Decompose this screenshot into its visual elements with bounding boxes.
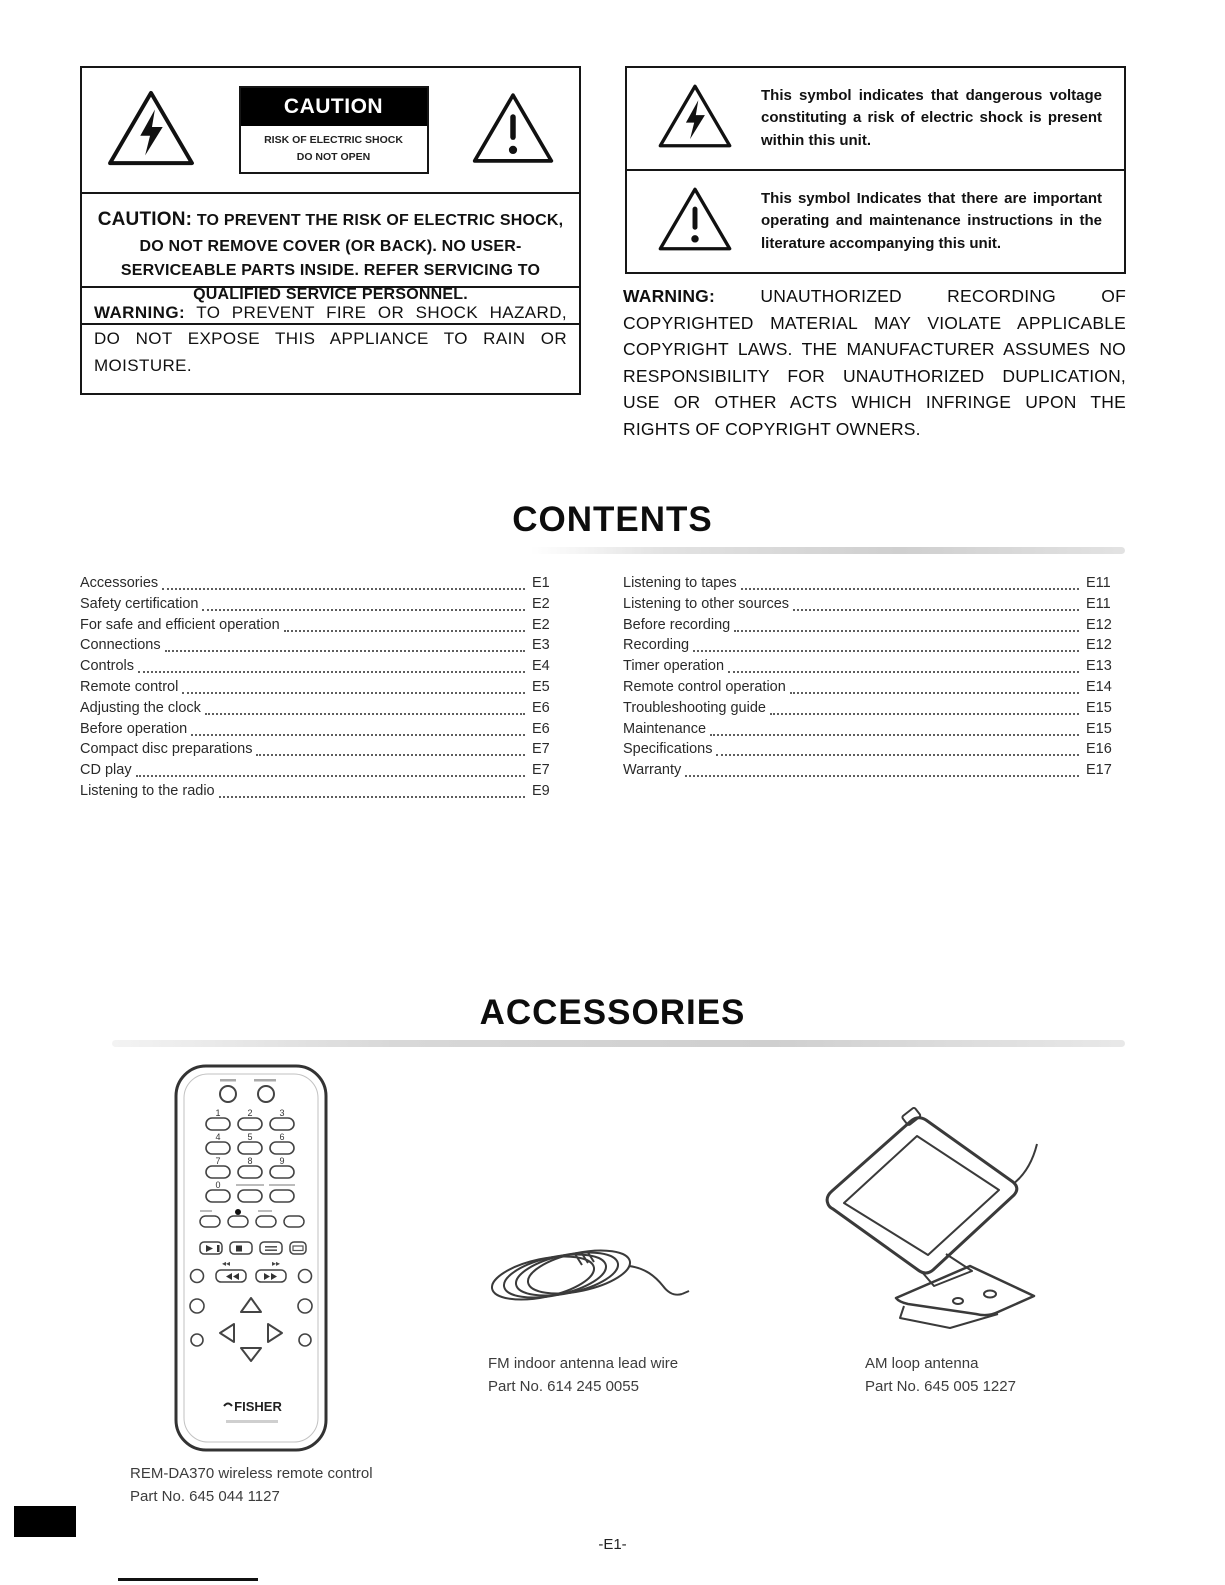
svg-text:5: 5 [247,1132,253,1142]
svg-text:6: 6 [279,1132,285,1142]
svg-text:◂◂: ◂◂ [221,1259,231,1268]
toc-dot-leader [728,656,1079,673]
symbol-voltage-text: This symbol indicates that dangerous voltage constituting a risk of electric shock is present within this unit. [761,86,1102,149]
toc-entry [623,594,1126,615]
toc-entry-page: E2 [532,616,550,633]
copyright-warning-body: UNAUTHORIZED RECORDING OF COPYRIGHTED MATERIAL MAY VIOLATE APPLICABLE COPYRIGHT LAWS. THE MANUFACTURER ASSUMES NO RESPONSIBILITY FOR UNAUTHORIZED DUPLICATION, USE OR OTHER ACTS WHICH INFRINGE UPON THE RIGHTS OF COPYRIGHT OWNERS. [623,286,1127,439]
warning-body: TO PREVENT FIRE OR SHOCK HAZARD, DO NOT EXPOSE THIS APPLIANCE TO RAIN OR MOISTURE. [94,303,567,375]
copyright-warning-heading: WARNING: [623,286,716,306]
toc-entry-page: E7 [532,762,550,779]
remote-caption-name: REM-DA370 wireless remote control [130,1465,373,1482]
toc-dot-leader [138,656,525,673]
toc-entry-label: Listening to the radio [80,782,215,799]
toc-entry [623,677,1126,698]
contents-right-column [623,573,1126,781]
toc-entry [623,739,1126,760]
toc-dot-leader [790,677,1079,694]
fm-antenna-caption-name: FM indoor antenna lead wire [488,1355,679,1372]
toc-dot-leader [770,698,1079,715]
toc-entry-page: E6 [532,699,550,716]
caution-symbols-row [82,68,579,194]
toc-entry [80,615,572,636]
am-antenna-caption [865,1352,1016,1399]
toc-entry [80,573,572,594]
fire-shock-warning-box [80,286,581,395]
toc-dot-leader [685,760,1079,777]
svg-text:FISHER: FISHER [234,1399,282,1414]
toc-dot-leader [202,594,525,611]
toc-entry [623,615,1126,636]
toc-entry-label: Compact disc preparations [80,741,253,758]
toc-dot-leader [205,698,525,715]
toc-entry-label: Listening to other sources [623,595,790,612]
toc-entry-page: E11 [1086,595,1111,612]
toc-entry [623,573,1126,594]
symbol-explanation-box [625,66,1126,274]
caution-banner: CAUTION [241,88,427,126]
toc-entry-label: Timer operation [623,658,725,675]
contents-title: CONTENTS [512,500,713,539]
toc-dot-leader [284,615,525,632]
warning-heading: WARNING: [94,303,186,322]
toc-entry-label: Specifications [623,741,713,758]
am-antenna-figure [800,1106,1045,1343]
copyright-warning [623,283,1126,443]
remote-caption-part: Part No. 645 044 1127 [130,1488,280,1506]
toc-entry-page: E1 [532,575,550,591]
toc-dot-leader [219,781,525,798]
toc-dot-leader [256,739,525,756]
fm-antenna-figure [483,1226,693,1329]
toc-entry-label: Accessories [80,575,159,591]
toc-dot-leader [136,760,525,777]
toc-entry [80,698,572,719]
symbol-row-voltage [627,68,1124,171]
exclamation-triangle-icon [471,90,555,171]
accessories-title: ACCESSORIES [479,993,746,1032]
toc-entry-label: Before recording [623,616,731,633]
toc-dot-leader [741,573,1079,590]
toc-entry [80,781,572,802]
toc-entry-page: E16 [1086,741,1112,758]
svg-text:0: 0 [215,1180,221,1190]
toc-entry [623,719,1126,740]
toc-entry-page: E3 [532,637,550,654]
symbol-instructions-text: This symbol Indicates that there are important operating and maintenance instructions in the literature accompanying this unit. [761,189,1102,252]
caution-statement-heading: CAUTION: [97,209,193,230]
toc-dot-leader [793,594,1079,611]
am-antenna-caption-name: AM loop antenna [865,1355,979,1372]
toc-entry-label: CD play [80,762,132,779]
toc-entry [80,739,572,760]
toc-entry-label: Troubleshooting guide [623,699,766,716]
toc-dot-leader [191,719,525,736]
toc-entry-page: E5 [532,678,550,695]
toc-entry-page: E17 [1086,762,1112,779]
toc-entry-label: Adjusting the clock [80,699,201,716]
toc-entry-label: Controls [80,658,134,675]
toc-entry-label: Maintenance [623,720,707,737]
svg-text:3: 3 [279,1108,285,1118]
toc-entry [80,719,572,740]
svg-text:1: 1 [215,1108,221,1118]
toc-entry-label: Before operation [80,720,188,737]
am-antenna-caption-part: Part No. 645 005 1227 [865,1378,1016,1396]
exclamation-triangle-icon [657,185,733,258]
toc-entry-label: Remote control [80,678,179,695]
scan-smudge [112,1040,1125,1047]
toc-entry [80,635,572,656]
toc-entry-label: Warranty [623,762,682,779]
toc-entry-page: E15 [1086,720,1112,737]
toc-entry [80,656,572,677]
toc-dot-leader [182,677,525,694]
fm-antenna-caption-part: Part No. 614 245 0055 [488,1378,639,1396]
toc-dot-leader [165,635,525,652]
svg-text:8: 8 [247,1156,253,1166]
toc-entry-page: E9 [532,782,550,799]
toc-entry-page: E15 [1086,699,1112,716]
toc-entry [80,760,572,781]
toc-entry-label: Remote control operation [623,678,786,695]
caution-statement-body: TO PREVENT THE RISK OF ELECTRIC SHOCK, DO NOT REMOVE COVER (OR BACK). NO USER-SERVICEABLE PARTS INSIDE. REFER SERVICING TO QUALIFIED SERVICE PERSONNEL. [120,212,564,303]
toc-entry [623,635,1126,656]
toc-entry-page: E2 [532,595,550,612]
toc-entry-page: E7 [532,741,550,758]
svg-text:9: 9 [279,1156,285,1166]
toc-entry-page: E13 [1086,658,1112,675]
toc-entry-label: Safety certification [80,595,199,612]
page-number: -E1- [598,1536,627,1553]
toc-entry [80,677,572,698]
toc-dot-leader [716,739,1079,756]
registration-mark [14,1506,76,1537]
svg-text:7: 7 [215,1156,221,1166]
toc-dot-leader [162,573,525,590]
svg-text:4: 4 [215,1132,221,1142]
toc-entry-label: Recording [623,637,690,654]
toc-entry-label: Connections [80,637,161,654]
toc-entry [623,760,1126,781]
risk-of-shock-label-box [239,86,429,174]
toc-entry-label: Listening to tapes [623,575,737,591]
lightning-triangle-icon [106,88,196,173]
svg-text:▸▸: ▸▸ [271,1259,281,1268]
toc-entry-page: E4 [532,658,550,675]
remote-control-figure [172,1062,330,1459]
toc-entry [623,656,1126,677]
toc-dot-leader [693,635,1079,652]
toc-entry-page: E11 [1086,575,1111,591]
toc-entry [80,594,572,615]
lightning-triangle-icon [657,82,733,155]
toc-entry-page: E12 [1086,637,1112,654]
toc-entry [623,698,1126,719]
scan-smudge [100,547,1125,554]
toc-entry-page: E12 [1086,616,1112,633]
toc-dot-leader [710,719,1079,736]
svg-text:2: 2 [247,1108,253,1118]
symbol-row-instructions [627,171,1124,272]
fm-antenna-caption [488,1352,678,1399]
toc-entry-page: E14 [1086,678,1112,695]
footer-rule [118,1578,258,1581]
toc-entry-label: For safe and efficient operation [80,616,280,633]
contents-left-column [80,573,572,802]
risk-text: RISK OF ELECTRIC SHOCK DO NOT OPEN [264,134,403,163]
toc-entry-page: E6 [532,720,550,737]
remote-caption [130,1462,373,1509]
toc-dot-leader [734,615,1079,632]
